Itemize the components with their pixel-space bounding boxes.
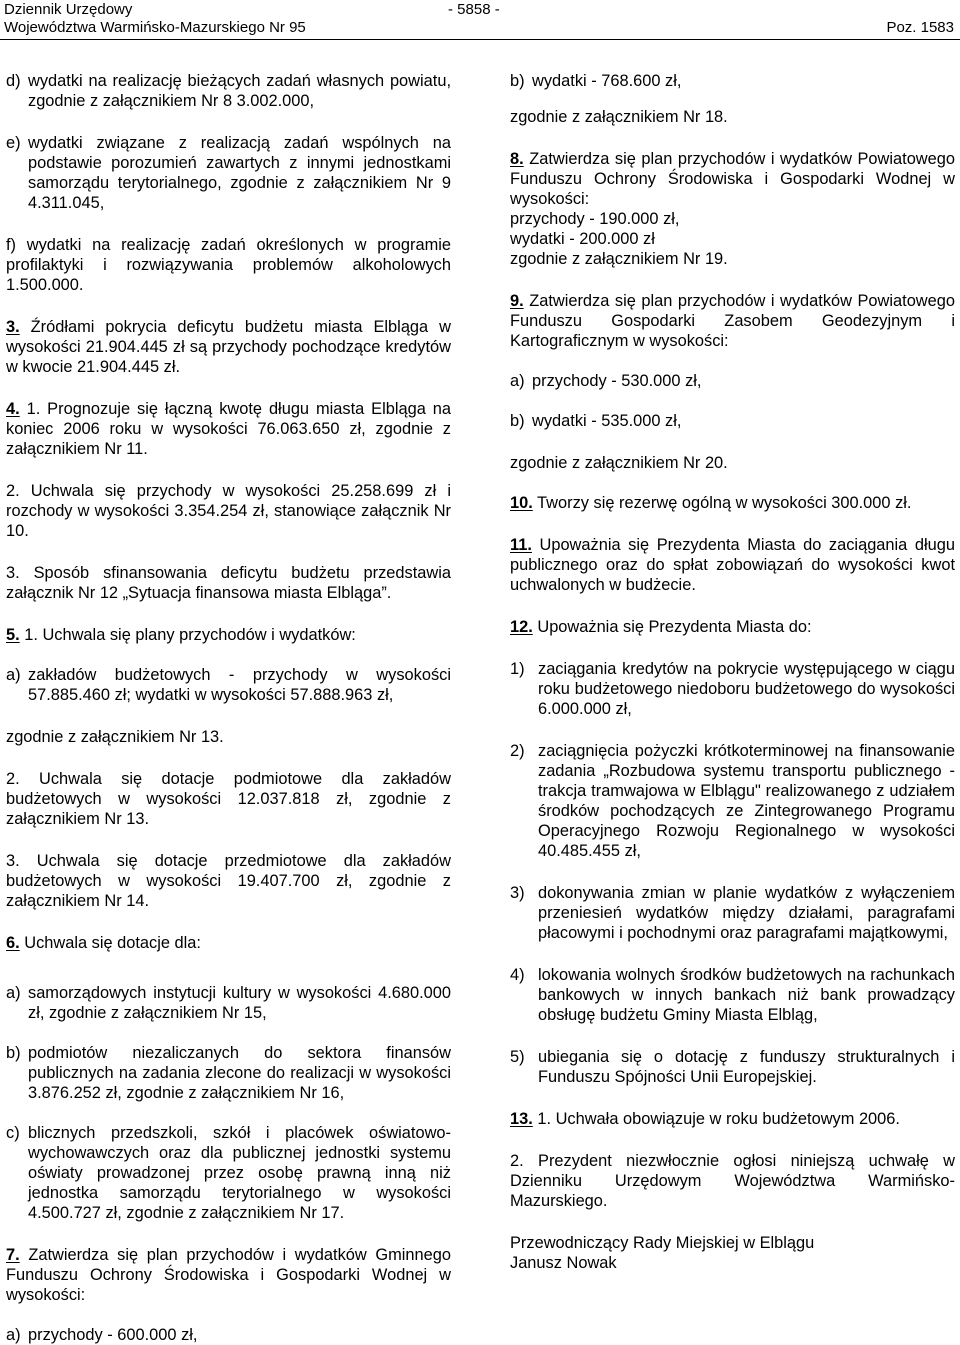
signature-title: Przewodniczący Rady Miejskiej w Elblągu [510,1234,815,1252]
item-label: 2) [510,742,525,760]
item-7b [510,71,955,91]
paragraph-zal13: zgodnie z załącznikiem Nr 13. [6,728,224,746]
item-label: e) [6,134,21,152]
section-number: 4. [6,400,20,418]
section-number: 8. [510,150,524,168]
header-rule [0,39,960,40]
page-header [0,0,960,44]
paragraph-text: 1. Uchwała obowiązuje w roku budżetowym 2006. [532,1110,900,1128]
paragraph-text: 1. Uchwala się plany przychodów i wydatków: [19,626,356,644]
item-label: 4) [510,966,525,984]
item-12-5 [510,1047,955,1087]
item-label: b) [510,412,525,430]
item-text: przychody - 530.000 zł, [532,372,702,390]
journal-title: Dziennik Urzędowy [4,1,133,18]
right-column [510,71,955,1273]
line-income: przychody - 190.000 zł, [510,210,680,228]
section-5 [6,625,451,645]
item-text: podmiotów niezaliczanych do sektora finansów publicznych na zadania zlecone do realizacji w wysokości 3.876.252 zł, zgodnie z załącznikiem Nr 16, [28,1044,451,1102]
item-text: zaciągania kredytów na pokrycie występującego w ciągu roku budżetowego niedoboru budżetowego do wysokości 6.000.000 zł, [538,660,955,718]
item-label: a) [510,372,525,390]
section-number: 3. [6,318,20,336]
item-f: f) wydatki na realizację zadań określonych w programie profilaktyki i rozwiązywania problemów alkoholowych 1.500.000. [6,236,451,294]
item-text: wydatki na realizację bieżących zadań własnych powiatu, zgodnie z załącznikiem Nr 8 3.002.000, [28,72,451,110]
item-label: 3) [510,884,525,902]
section-10 [510,493,955,513]
item-e [6,133,451,213]
item-6a [6,983,451,1023]
section-13 [510,1109,955,1129]
paragraph-text: Zatwierdza się plan przychodów i wydatków Powiatowego Funduszu Gospodarki Zasobem Geodezyjnym i Kartograficznym w wysokości: [510,292,955,350]
item-text: wydatki - 768.600 zł, [532,72,682,90]
section-number: 11. [510,536,532,554]
paragraph-text: Tworzy się rezerwę ogólną w wysokości 300.000 zł. [532,494,912,512]
item-12-3 [510,883,955,943]
item-text: zaciągnięcia pożyczki krótkoterminowej na finansowanie zadania „Rozbudowa systemu transportu publicznego - trakcja tramwajowa w Elblągu" realizowanego z udziałem środków pochodzących ze Zintegrowanego Programu Operacyjnego Rozwoju Regionalnego w wysokości 40.485.455 zł, [538,742,955,860]
item-12-1 [510,659,955,719]
paragraph-text: Upoważnia się Prezydenta Miasta do: [532,618,812,636]
item-label: 5) [510,1048,525,1066]
paragraph-zal18: zgodnie z załącznikiem Nr 18. [510,108,728,126]
section-number: 5. [6,626,20,644]
item-text: blicznych przedszkoli, szkół i placówek oświatowo-wychowawczych oraz dla publicznej jednostki systemu oświaty prowadzonej przez osobę prawną inną niż jednostka samorządu terytorialnego w wysokości 4.500.727 zł, zgodnie z załącznikiem Nr 17. [28,1124,451,1222]
page-number: - 5858 - [448,1,500,18]
section-number: 6. [6,934,20,952]
signature-name: Janusz Nowak [510,1254,617,1272]
item-6b [6,1043,451,1103]
line-expense: wydatki - 200.000 zł [510,230,655,248]
section-number: 10. [510,494,533,512]
item-text: lokowania wolnych środków budżetowych na rachunkach bankowych w innych bankach niż bank prowadzący obsługę budżetu Gminy Miasta Elbląg, [538,966,955,1024]
section-12 [510,617,955,637]
item-7a [6,1325,451,1345]
paragraph-text: 1. Prognozuje się łączną kwotę długu miasta Elbląga na koniec 2006 roku w wysokości 76.063.650 zł, zgodnie z załącznikiem Nr 11. [6,400,451,458]
paragraph-zal20: zgodnie z załącznikiem Nr 20. [510,454,728,472]
paragraph-text: Upoważnia się Prezydenta Miasta do zaciągania długu publicznego oraz do spłat zobowiązań do wysokości kwot uchwalonych w budżecie. [510,536,955,594]
paragraph-text: Zatwierdza się plan przychodów i wydatków Gminnego Funduszu Ochrony Środowiska i Gospodarki Wodnej w wysokości: [6,1246,451,1304]
section-number: 13. [510,1110,533,1128]
section-number: 7. [6,1246,20,1264]
item-label: a) [6,984,21,1002]
paragraph-5-2: 2. Uchwala się dotacje podmiotowe dla zakładów budżetowych w wysokości 12.037.818 zł, zgodnie z załącznikiem Nr 13. [6,770,451,828]
paragraph-4-2: 2. Uchwala się przychody w wysokości 25.258.699 zł i rozchody w wysokości 3.354.254 zł, stanowiące załącznik Nr 10. [6,482,451,540]
item-9b [510,411,955,431]
section-11 [510,535,955,595]
item-text: ubiegania się o dotację z funduszy strukturalnych i Funduszu Spójności Unii Europejskiej. [538,1048,955,1086]
line-zal19: zgodnie z załącznikiem Nr 19. [510,250,728,268]
section-9 [510,291,955,351]
section-number: 12. [510,618,533,636]
item-text: wydatki - 535.000 zł, [532,412,682,430]
item-label: 1) [510,660,525,678]
item-d [6,71,451,111]
item-text: samorządowych instytucji kultury w wysokości 4.680.000 zł, zgodnie z załącznikiem Nr 15, [28,984,451,1022]
item-label: a) [6,666,21,684]
position-number: Poz. 1583 [886,19,954,36]
paragraph-text: Uchwala się dotacje dla: [19,934,201,952]
paragraph-text: Zatwierdza się plan przychodów i wydatków Powiatowego Funduszu Ochrony Środowiska i Gospodarki Wodnej w wysokości: [510,150,955,208]
paragraph-text: Źródłami pokrycia deficytu budżetu miasta Elbląga w wysokości 21.904.445 zł są przychody pochodzące kredytów w kwocie 21.904.445 zł. [6,318,451,376]
item-label: b) [510,72,525,90]
section-number: 9. [510,292,524,310]
item-6c [6,1123,451,1223]
section-7 [6,1245,451,1305]
item-label: d) [6,72,21,90]
section-4 [6,399,451,459]
item-label: b) [6,1044,21,1062]
item-9a [510,371,955,391]
item-text: dokonywania zmian w planie wydatków z wyłączeniem przeniesień wydatków między działami, paragrafami płacowymi i pochodnymi oraz paragrafami majątkowymi, [538,884,955,942]
item-5a [6,665,451,705]
item-12-2 [510,741,955,861]
item-label: c) [6,1124,20,1142]
item-text: wydatki związane z realizacją zadań wspólnych na podstawie porozumień zawartych z innymi jednostkami samorządu terytorialnego, zgodnie z załącznikiem Nr 9 4.311.045, [28,134,451,212]
item-12-4 [510,965,955,1025]
item-text: przychody - 600.000 zł, [28,1326,198,1344]
item-text: zakładów budżetowych - przychody w wysokości 57.885.460 zł; wydatki w wysokości 57.888.963 zł, [28,666,451,704]
section-8 [510,149,955,209]
section-6 [6,933,451,953]
section-3 [6,317,451,377]
paragraph-13-2: 2. Prezydent niezwłocznie ogłosi niniejszą uchwałę w Dzienniku Urzędowym Województwa Warmińsko-Mazurskiego. [510,1152,955,1210]
item-label: a) [6,1326,21,1344]
paragraph-5-3: 3. Uchwala się dotacje przedmiotowe dla zakładów budżetowych w wysokości 19.407.700 zł, zgodnie z załącznikiem Nr 14. [6,852,451,910]
journal-region: Województwa Warmińsko-Mazurskiego Nr 95 [4,19,306,36]
paragraph-4-3: 3. Sposób sfinansowania deficytu budżetu przedstawia załącznik Nr 12 „Sytuacja finansowa miasta Elbląga”. [6,564,451,602]
left-column [6,71,451,1345]
